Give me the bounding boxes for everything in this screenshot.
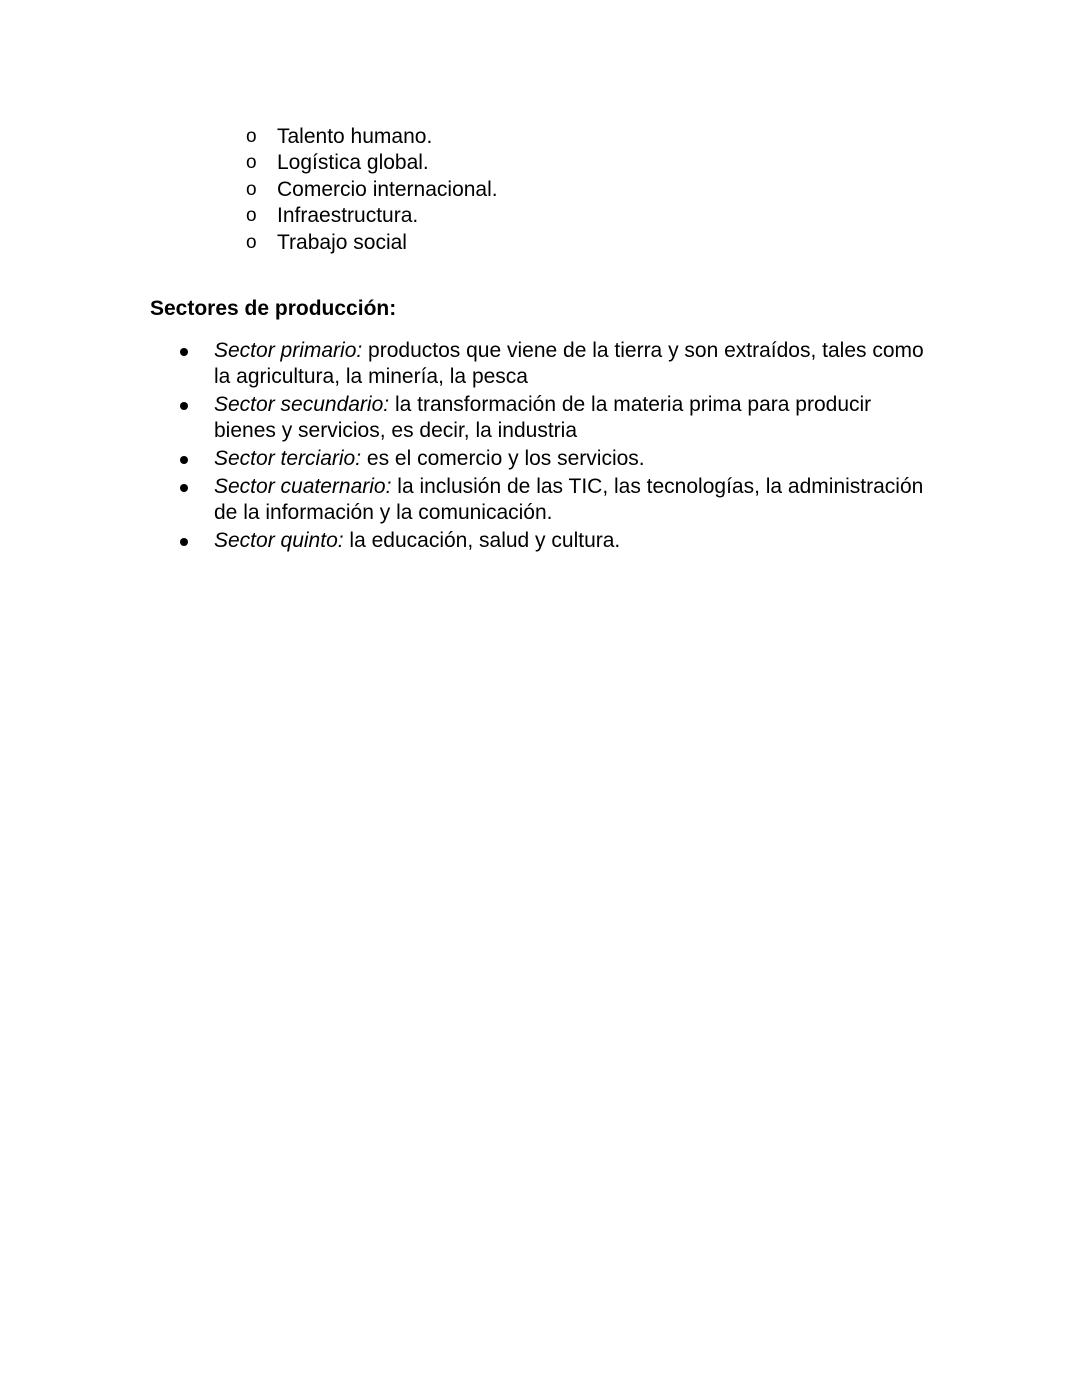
sector-item-terciario bbox=[180, 446, 935, 472]
sector-term: Sector secundario: bbox=[214, 393, 390, 416]
sector-list bbox=[180, 338, 935, 555]
sector-item-primario bbox=[180, 338, 935, 391]
sector-description: la transformación de la materia prima para producir bienes y servicios, es decir, la industria bbox=[214, 393, 872, 443]
sector-item-secundario bbox=[180, 392, 935, 445]
list-item bbox=[246, 150, 498, 176]
filled-dot-bullet-icon bbox=[180, 484, 188, 492]
sector-term: Sector cuaternario: bbox=[214, 474, 392, 498]
list-item bbox=[246, 203, 498, 229]
sector-term: Sector terciario: bbox=[214, 447, 362, 470]
list-item-text: Talento humano. bbox=[277, 125, 433, 148]
list-item bbox=[246, 124, 498, 150]
filled-dot-bullet-icon bbox=[180, 402, 188, 410]
section-heading: Sectores de producción: bbox=[150, 297, 397, 320]
sub-item-list bbox=[246, 124, 498, 256]
sector-term: Sector primario: bbox=[214, 339, 363, 362]
hollow-circle-bullet-icon: o bbox=[246, 152, 257, 174]
sector-description: es el comercio y los servicios. bbox=[361, 447, 645, 470]
filled-dot-bullet-icon bbox=[180, 348, 188, 356]
filled-dot-bullet-icon bbox=[180, 538, 188, 546]
hollow-circle-bullet-icon: o bbox=[246, 178, 257, 200]
list-item-text: Comercio internacional. bbox=[277, 177, 498, 201]
list-item-text: Logística global. bbox=[277, 151, 429, 175]
sector-item-cuaternario bbox=[180, 474, 935, 527]
filled-dot-bullet-icon bbox=[180, 456, 188, 464]
sector-description: la inclusión de las TIC, las tecnologías, la administración de la información y la comunicación. bbox=[214, 474, 924, 524]
hollow-circle-bullet-icon: o bbox=[246, 231, 257, 253]
sector-item-quinto bbox=[180, 528, 935, 554]
list-item-text: Infraestructura. bbox=[277, 204, 419, 228]
sector-description: productos que viene de la tierra y son extraídos, tales como la agricultura, la minería, la pesca bbox=[214, 339, 924, 389]
list-item bbox=[246, 177, 498, 203]
list-item bbox=[246, 230, 498, 256]
list-item-text: Trabajo social bbox=[277, 230, 407, 254]
sector-term: Sector quinto: bbox=[214, 528, 344, 552]
sector-description: la educación, salud y cultura. bbox=[343, 528, 621, 552]
hollow-circle-bullet-icon: o bbox=[246, 205, 257, 227]
hollow-circle-bullet-icon: o bbox=[246, 126, 257, 147]
